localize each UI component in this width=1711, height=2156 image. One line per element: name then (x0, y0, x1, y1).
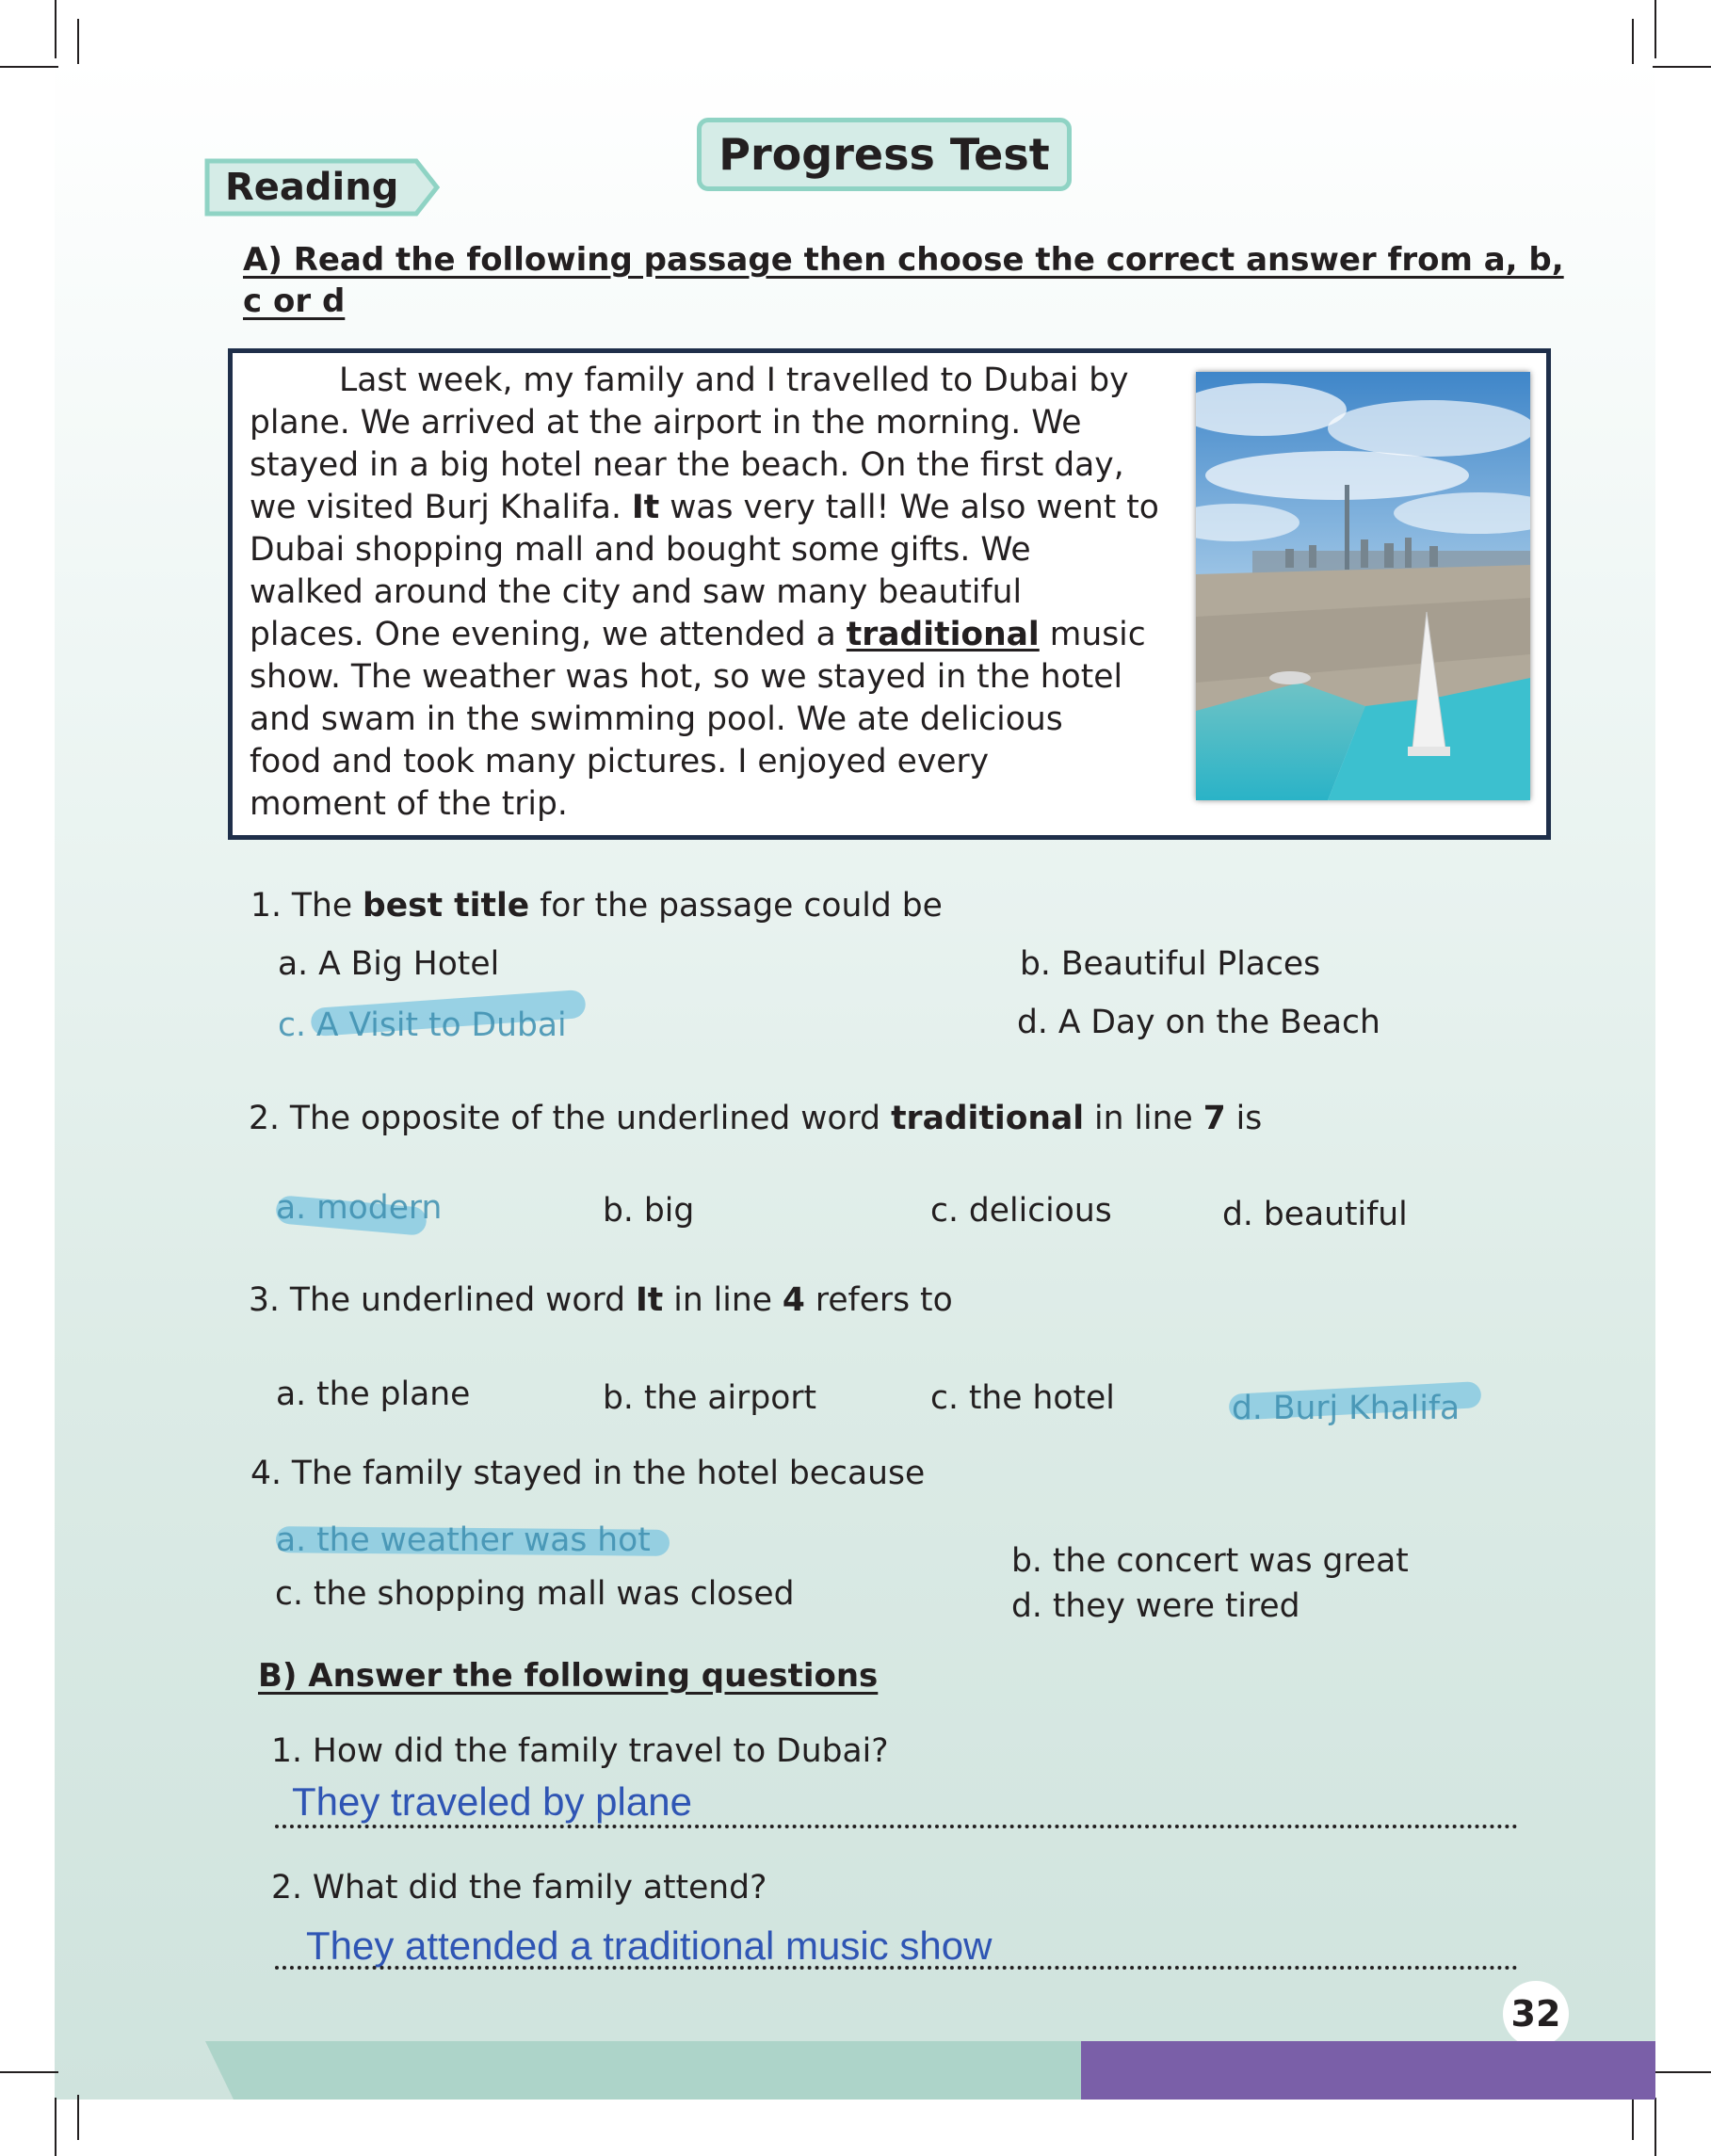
passage-text: was very tall! We also went to (659, 489, 1159, 526)
question-text: in line (663, 1281, 783, 1319)
question-2 (249, 1100, 1262, 1137)
q2-option-c[interactable]: c. delicious (930, 1192, 1112, 1230)
question-bold: It (635, 1281, 664, 1319)
question-text: 4. The family stayed in the hotel because (250, 1455, 926, 1492)
q3-option-a[interactable]: a. the plane (276, 1376, 471, 1413)
section-b-question-2: 2. What did the family attend? (271, 1869, 767, 1907)
q2-option-b[interactable]: b. big (603, 1192, 695, 1230)
page-number: 32 (1503, 1981, 1569, 2047)
passage-line: Last week, my family and I travelled to Dubai by (339, 362, 1129, 399)
q1-option-b[interactable]: b. Beautiful Places (1020, 945, 1321, 983)
underlined-word-traditional: traditional (846, 616, 1040, 653)
passage-text: places. One evening, we attended a (250, 616, 847, 653)
question-1 (250, 887, 943, 925)
crop-mark (0, 2071, 58, 2073)
section-b-question-1: 1. How did the family travel to Dubai? (271, 1732, 889, 1770)
passage-line (250, 614, 1182, 656)
passage-line: show. The weather was hot, so we stayed in the hotel (250, 658, 1123, 696)
section-tag-label: Reading (225, 166, 399, 209)
crop-mark (1632, 2095, 1634, 2140)
crop-mark (1655, 0, 1656, 58)
page-title: Progress Test (697, 118, 1072, 191)
crop-mark (55, 0, 56, 58)
bold-word-it: It (631, 489, 660, 526)
section-a-instruction-cont: c or d (243, 282, 346, 320)
q1-option-d[interactable]: d. A Day on the Beach (1017, 1004, 1380, 1041)
footer-bar-purple (1081, 2041, 1655, 2100)
crop-mark (77, 2095, 79, 2140)
passage-text: we visited Burj Khalifa. (250, 489, 632, 526)
q4-option-c[interactable]: c. the shopping mall was closed (275, 1575, 795, 1613)
q3-option-b[interactable]: b. the airport (603, 1379, 817, 1417)
question-text: 2. The opposite of the underlined word (249, 1100, 892, 1137)
q3-option-c[interactable]: c. the hotel (930, 1379, 1115, 1417)
q2-option-a-selected[interactable]: a. modern (276, 1189, 443, 1227)
answer-2-handwritten[interactable]: They attended a traditional music show (306, 1923, 993, 1968)
question-text: refers to (804, 1281, 953, 1319)
question-3 (249, 1281, 953, 1319)
dubai-skyline-illustration (1196, 372, 1530, 800)
q1-option-a[interactable]: a. A Big Hotel (278, 945, 500, 983)
section-tag-reading (204, 158, 440, 217)
passage-text: music (1039, 616, 1146, 653)
q3-option-d-selected[interactable]: d. Burj Khalifa (1232, 1390, 1461, 1427)
crop-mark (1655, 2098, 1656, 2156)
reading-passage (250, 360, 1182, 826)
crop-mark (55, 2098, 56, 2156)
section-b-instruction: B) Answer the following questions (258, 1657, 879, 1695)
question-text: is (1225, 1100, 1263, 1137)
question-text: 3. The underlined word (249, 1281, 636, 1319)
answer-line (275, 1825, 1518, 1828)
q4-option-a-selected[interactable]: a. the weather was hot (276, 1521, 651, 1559)
q1-option-c-selected[interactable]: c. A Visit to Dubai (278, 1006, 567, 1044)
section-a-instruction: A) Read the following passage then choose the correct answer from a, b, (243, 241, 1564, 279)
question-bold: best title (363, 887, 530, 925)
crop-mark (0, 66, 58, 68)
answer-line (275, 1966, 1518, 1970)
q4-option-d[interactable]: d. they were tired (1011, 1587, 1300, 1625)
question-text: in line (1084, 1100, 1203, 1137)
q2-option-d[interactable]: d. beautiful (1222, 1196, 1408, 1233)
passage-line: plane. We arrived at the airport in the morning. We (250, 404, 1082, 442)
passage-line: stayed in a big hotel near the beach. On the first day, (250, 446, 1124, 484)
question-text: for the passage could be (529, 887, 943, 925)
crop-mark (1653, 2071, 1711, 2073)
crop-mark (1632, 19, 1634, 64)
q4-option-b[interactable]: b. the concert was great (1011, 1542, 1409, 1580)
dubai-photo (1196, 372, 1530, 800)
passage-line: food and took many pictures. I enjoyed every (250, 743, 990, 780)
question-bold: 7 (1203, 1100, 1226, 1137)
passage-line: Dubai shopping mall and bought some gifts. We (250, 531, 1031, 569)
question-text: 1. The (250, 887, 363, 925)
crop-mark (1653, 66, 1711, 68)
answer-1-handwritten[interactable]: They traveled by plane (292, 1779, 692, 1824)
passage-line (250, 487, 1182, 529)
passage-line: walked around the city and saw many beautiful (250, 573, 1023, 611)
question-bold: traditional (891, 1100, 1085, 1137)
question-bold: 4 (782, 1281, 805, 1319)
question-4 (250, 1455, 925, 1492)
crop-mark (77, 19, 79, 64)
footer-bar-teal (205, 2041, 1081, 2100)
passage-line: and swam in the swimming pool. We ate delicious (250, 700, 1063, 738)
passage-line: moment of the trip. (250, 785, 568, 823)
